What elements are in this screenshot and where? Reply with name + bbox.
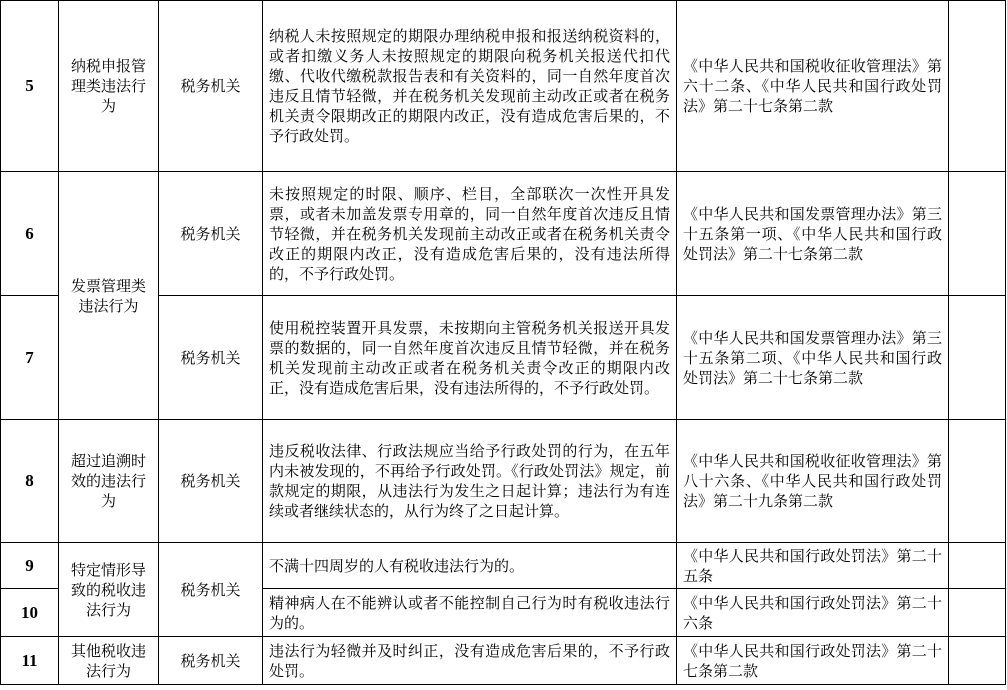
enforcement-authority: 税务机关 <box>159 420 263 543</box>
remarks-cell <box>949 172 1006 296</box>
legal-basis: 《中华人民共和国税收征收管理法》第六十二条、《中华人民共和国行政处罚法》第二十七条第二款 <box>677 1 949 172</box>
remarks-cell <box>949 637 1006 685</box>
violation-category: 超过追溯时效的违法行为 <box>59 420 159 543</box>
remarks-cell <box>949 543 1006 589</box>
remarks-cell <box>949 296 1006 420</box>
row-number: 11 <box>1 637 59 685</box>
exemption-condition: 纳税人未按照规定的期限办理纳税申报和报送纳税资料的，或者扣缴义务人未按照规定的期限向税务机关报送代扣代缴、代收代缴税款报告表和有关资料的，同一自然年度首次违反且情节轻微，并在税务机关发现前主动改正或者在税务机关责令限期改正的期限内改正，没有造成危害后果的，不予行政处罚。 <box>263 1 677 172</box>
legal-basis: 《中华人民共和国行政处罚法》第二十六条 <box>677 589 949 637</box>
violation-category: 纳税申报管理类违法行为 <box>59 1 159 172</box>
enforcement-authority: 税务机关 <box>159 1 263 172</box>
exemption-condition: 未按照规定的时限、顺序、栏目，全部联次一次性开具发票，或者未加盖发票专用章的，同一自然年度首次违反且情节轻微，并在税务机关发现前主动改正或者在税务机关责令改正的期限内改正，没有造成危害后果的，没有违法所得的，不予行政处罚。 <box>263 172 677 296</box>
legal-basis: 《中华人民共和国税收征收管理法》第八十六条、《中华人民共和国行政处罚法》第二十九条第二款 <box>677 420 949 543</box>
legal-basis: 《中华人民共和国行政处罚法》第二十七条第二款 <box>677 637 949 685</box>
legal-basis: 《中华人民共和国行政处罚法》第二十五条 <box>677 543 949 589</box>
exemption-condition: 使用税控装置开具发票，未按期向主管税务机关报送开具发票的数据的，同一自然年度首次违反且情节轻微，并在税务机关发现前主动改正或者在税务机关责令改正的期限内改正，没有造成危害后果，没有违法所得的，不予行政处罚。 <box>263 296 677 420</box>
table-row <box>1 543 1006 589</box>
violation-category: 发票管理类违法行为 <box>59 172 159 420</box>
table-row <box>1 172 1006 296</box>
violation-category: 特定情形导致的税收违法行为 <box>59 543 159 637</box>
enforcement-authority: 税务机关 <box>159 637 263 685</box>
exemption-condition: 违法行为轻微并及时纠正，没有造成危害后果的，不予行政处罚。 <box>263 637 677 685</box>
row-number: 6 <box>1 172 59 296</box>
table-row <box>1 420 1006 543</box>
legal-basis: 《中华人民共和国发票管理办法》第三十五条第一项、《中华人民共和国行政处罚法》第二十七条第二款 <box>677 172 949 296</box>
exemption-condition: 违反税收法律、行政法规应当给予行政处罚的行为，在五年内未被发现的，不再给予行政处罚。《行政处罚法》规定，前款规定的期限，从违法行为发生之日起计算；违法行为有连续或者继续状态的，从行为终了之日起计算。 <box>263 420 677 543</box>
legal-basis: 《中华人民共和国发票管理办法》第三十五条第二项、《中华人民共和国行政处罚法》第二十七条第二款 <box>677 296 949 420</box>
row-number: 10 <box>1 589 59 637</box>
table-row <box>1 637 1006 685</box>
violation-category: 其他税收违法行为 <box>59 637 159 685</box>
enforcement-authority: 税务机关 <box>159 172 263 296</box>
enforcement-authority: 税务机关 <box>159 543 263 637</box>
enforcement-authority: 税务机关 <box>159 296 263 420</box>
exemption-condition: 不满十四周岁的人有税收违法行为的。 <box>263 543 677 589</box>
remarks-cell <box>949 1 1006 172</box>
row-number: 5 <box>1 1 59 172</box>
row-number: 8 <box>1 420 59 543</box>
remarks-cell <box>949 420 1006 543</box>
row-number: 7 <box>1 296 59 420</box>
row-number: 9 <box>1 543 59 589</box>
remarks-cell <box>949 589 1006 637</box>
exemption-condition: 精神病人在不能辨认或者不能控制自己行为时有税收违法行为的。 <box>263 589 677 637</box>
table-row <box>1 1 1006 172</box>
